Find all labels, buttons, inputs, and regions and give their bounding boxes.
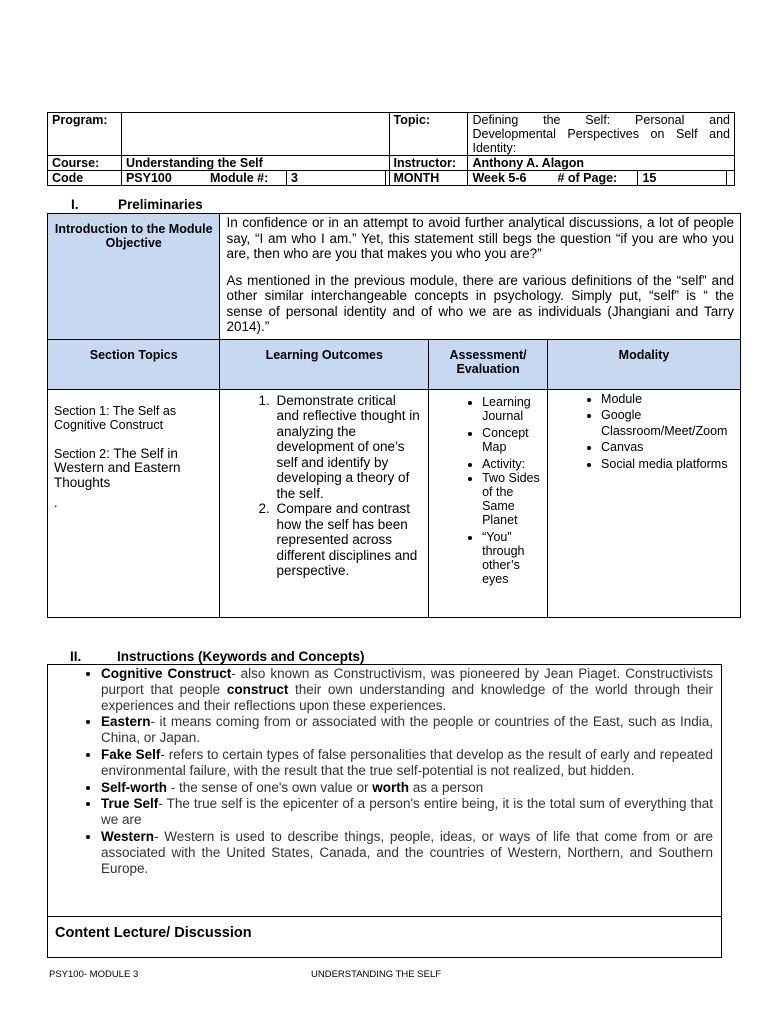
intro-objective-text <box>220 214 741 340</box>
outcomes-list <box>221 391 427 579</box>
keyword-item: • Fake Self- refers to certain types of false personalities that develop as the result of early and repeated environmental failure, with the result that the true self-potential is not realized, but hidden. <box>101 747 713 779</box>
content-lecture-heading: Content Lecture/ Discussion <box>55 925 252 941</box>
col-assessment: Assessment/ Evaluation <box>429 339 548 389</box>
keyword-item: • True Self- The true self is the epicenter of a person's entire being, it is the total sum of everything that we are <box>101 796 713 828</box>
modality-list <box>549 391 739 473</box>
keyword-item: • Eastern- it means coming from or associated with the people or countries of the East, such as India, China, or Japan. <box>101 714 713 746</box>
modality-cell <box>548 389 741 617</box>
outcome-item: 2. Compare and contrast how the self has been represented across different disciplines and perspective. <box>273 501 421 579</box>
keyword-item: • Self-worth - the sense of one's own value or worth as a person <box>101 780 713 796</box>
assessment-list <box>430 391 546 586</box>
content-lecture-box <box>47 916 722 958</box>
instructor-label: Instructor: <box>389 156 468 171</box>
section-topics-cell <box>48 389 220 617</box>
month-value: Week 5-6 <box>472 171 527 185</box>
col-learning-outcomes: Learning Outcomes <box>220 339 429 389</box>
intro-paragraph-1: In confidence or in an attempt to avoid further analytical discussions, a lot of people say, “I am who I am.” Yet, this statement still begs the question “if you are who you are, then who are you that makes you who you are?” <box>226 215 734 261</box>
topic-dot: . <box>54 496 58 510</box>
course-label: Course: <box>48 156 122 171</box>
col-modality: Modality <box>548 339 741 389</box>
col-section-topics: Section Topics <box>48 339 220 389</box>
section-1-number: I. <box>71 197 79 212</box>
program-value <box>121 113 389 156</box>
modality-item: • Social media platforms <box>601 457 735 473</box>
topic-label: Topic: <box>389 113 468 156</box>
footer-left: PSY100- MODULE 3 <box>49 969 139 980</box>
pages-value: 15 <box>637 171 727 185</box>
topic-1: Section 1: The Self as Cognitive Construct <box>54 403 177 432</box>
module-header-table <box>47 112 735 186</box>
keyword-item: • Western- Western is used to describe things, people, ideas, or ways of life that come from or are associated with the United States, Canada, and the countries of Western, Northern, and Southern Europe. <box>101 829 713 876</box>
section-2-heading <box>70 649 365 664</box>
section-2-number: II. <box>70 649 82 664</box>
footer-center: UNDERSTANDING THE SELF <box>311 969 442 980</box>
assessment-item: • Concept Map <box>482 426 542 454</box>
preliminaries-table <box>47 213 741 618</box>
topic-value: Defining the Self: Personal and Developmental Perspectives on Self and Identity: <box>468 113 735 156</box>
section-1-heading <box>71 197 203 212</box>
module-label: Module #: <box>209 171 269 185</box>
assessment-item: • Activity: <box>482 457 542 471</box>
modality-item: • Google Classroom/Meet/Zoom <box>601 408 735 439</box>
learning-outcomes-cell <box>220 389 429 617</box>
month-pages-cell <box>468 171 735 186</box>
program-label: Program: <box>48 113 122 156</box>
course-value: Understanding the Self <box>121 156 389 171</box>
modality-item: • Canvas <box>601 440 735 456</box>
code-module-cell <box>121 171 389 186</box>
keyword-item: • Cognitive Construct- also known as Constructivism, was pioneered by Jean Piaget. Constructivists purport that people construct their own understanding and knowledge of the world through their experiences and their reflections upon these experiences. <box>101 666 713 713</box>
intro-paragraph-2: As mentioned in the previous module, there are various definitions of the “self” and other similar interchangeable concepts in psychology. Simply put, “self” is “ the sense of personal identity and of who we are as individuals (Jhangiani and Tarry 2014).” <box>226 272 734 334</box>
module-value: 3 <box>286 171 386 185</box>
section-1-title: Preliminaries <box>118 197 203 212</box>
assessment-item: • Two Sides of the Same Planet <box>482 471 542 527</box>
month-label: MONTH <box>389 171 468 186</box>
section-2-title: Instructions (Keywords and Concepts) <box>117 649 365 664</box>
instructor-value: Anthony A. Alagon <box>468 156 735 171</box>
keywords-list <box>48 665 721 876</box>
outcome-item: 1. Demonstrate critical and reflective thought in analyzing the development of one’s self and identify by developing a theory of the self. <box>273 393 421 502</box>
assessment-item: • Learning Journal <box>482 395 542 423</box>
intro-objective-label: Introduction to the Module Objective <box>48 214 220 340</box>
assessment-cell <box>429 389 548 617</box>
code-value: PSY100 <box>125 171 172 185</box>
topic-2: Section 2: The Self in Western and Eastern Thoughts <box>54 445 181 490</box>
pages-label: # of Page: <box>557 171 618 185</box>
modality-item: • Module <box>601 392 735 408</box>
code-label: Code <box>48 171 122 186</box>
assessment-item: • “You” through other’s eyes <box>482 530 542 586</box>
keywords-box <box>47 664 722 917</box>
